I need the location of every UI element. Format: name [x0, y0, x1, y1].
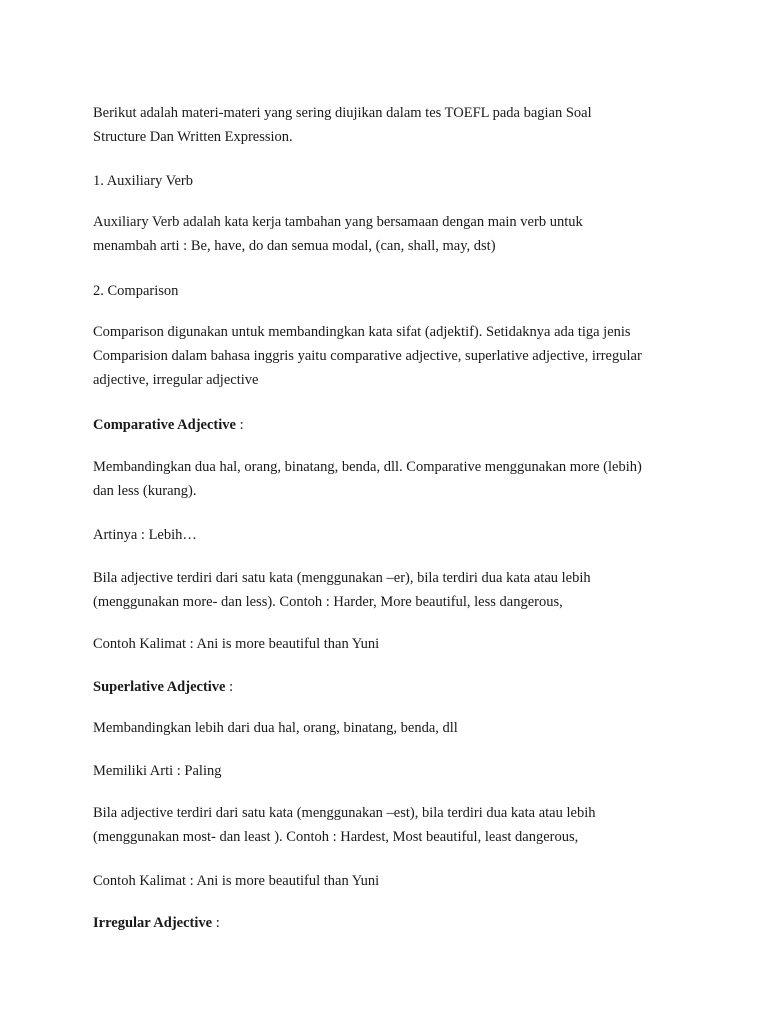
irregular-heading-text: Irregular Adjective — [93, 915, 213, 931]
text-line: Membandingkan dua hal, orang, binatang, benda, dll. Comparative menggunakan more (lebih) — [93, 459, 642, 475]
comparative-heading — [93, 413, 693, 437]
text-line: Comparision dalam bahasa inggris yaitu comparative adjective, superlative adjective, irregular — [93, 348, 642, 364]
comparative-artinya: Artinya : Lebih… — [93, 527, 197, 543]
comparative-body — [93, 455, 693, 503]
text-line: Berikut adalah materi-materi yang sering diujikan dalam tes TOEFL pada bagian Soal — [93, 105, 592, 121]
heading-colon: : — [225, 679, 234, 695]
text-line: menambah arti : Be, have, do dan semua modal, (can, shall, may, dst) — [93, 238, 496, 254]
heading-colon: : — [235, 417, 244, 433]
intro-paragraph — [93, 101, 693, 149]
section-1-body — [93, 210, 693, 258]
superlative-heading-text: Superlative Adjective — [93, 679, 226, 695]
section-2-body — [93, 320, 693, 392]
superlative-body: Membandingkan lebih dari dua hal, orang, binatang, benda, dll — [93, 720, 458, 736]
text-line: Bila adjective terdiri dari satu kata (menggunakan –er), bila terdiri dua kata atau lebih — [93, 570, 591, 586]
text-line: Comparison digunakan untuk membandingkan kata sifat (adjektif). Setidaknya ada tiga jenis — [93, 324, 631, 340]
superlative-arti: Memiliki Arti : Paling — [93, 763, 222, 779]
heading-colon: : — [212, 915, 220, 931]
superlative-rule — [93, 801, 693, 849]
text-line: dan less (kurang). — [93, 483, 197, 499]
text-line: Structure Dan Written Expression. — [93, 129, 293, 145]
comparative-heading-text: Comparative Adjective — [93, 417, 236, 433]
text-line: Auxiliary Verb adalah kata kerja tambahan yang bersamaan dengan main verb untuk — [93, 214, 583, 230]
text-line: adjective, irregular adjective — [93, 372, 259, 388]
text-line: (menggunakan more- dan less). Contoh : Harder, More beautiful, less dangerous, — [93, 594, 563, 610]
section-2-heading: 2. Comparison — [93, 283, 179, 299]
irregular-heading — [93, 911, 693, 935]
superlative-example: Contoh Kalimat : Ani is more beautiful than Yuni — [93, 873, 380, 889]
superlative-heading — [93, 675, 693, 699]
text-line: Bila adjective terdiri dari satu kata (menggunakan –est), bila terdiri dua kata atau lebih — [93, 805, 596, 821]
comparative-rule — [93, 566, 693, 614]
text-line: (menggunakan most- dan least ). Contoh : Hardest, Most beautiful, least dangerous, — [93, 829, 579, 845]
section-1-heading: 1. Auxiliary Verb — [93, 173, 194, 189]
comparative-example: Contoh Kalimat : Ani is more beautiful than Yuni — [93, 636, 380, 652]
